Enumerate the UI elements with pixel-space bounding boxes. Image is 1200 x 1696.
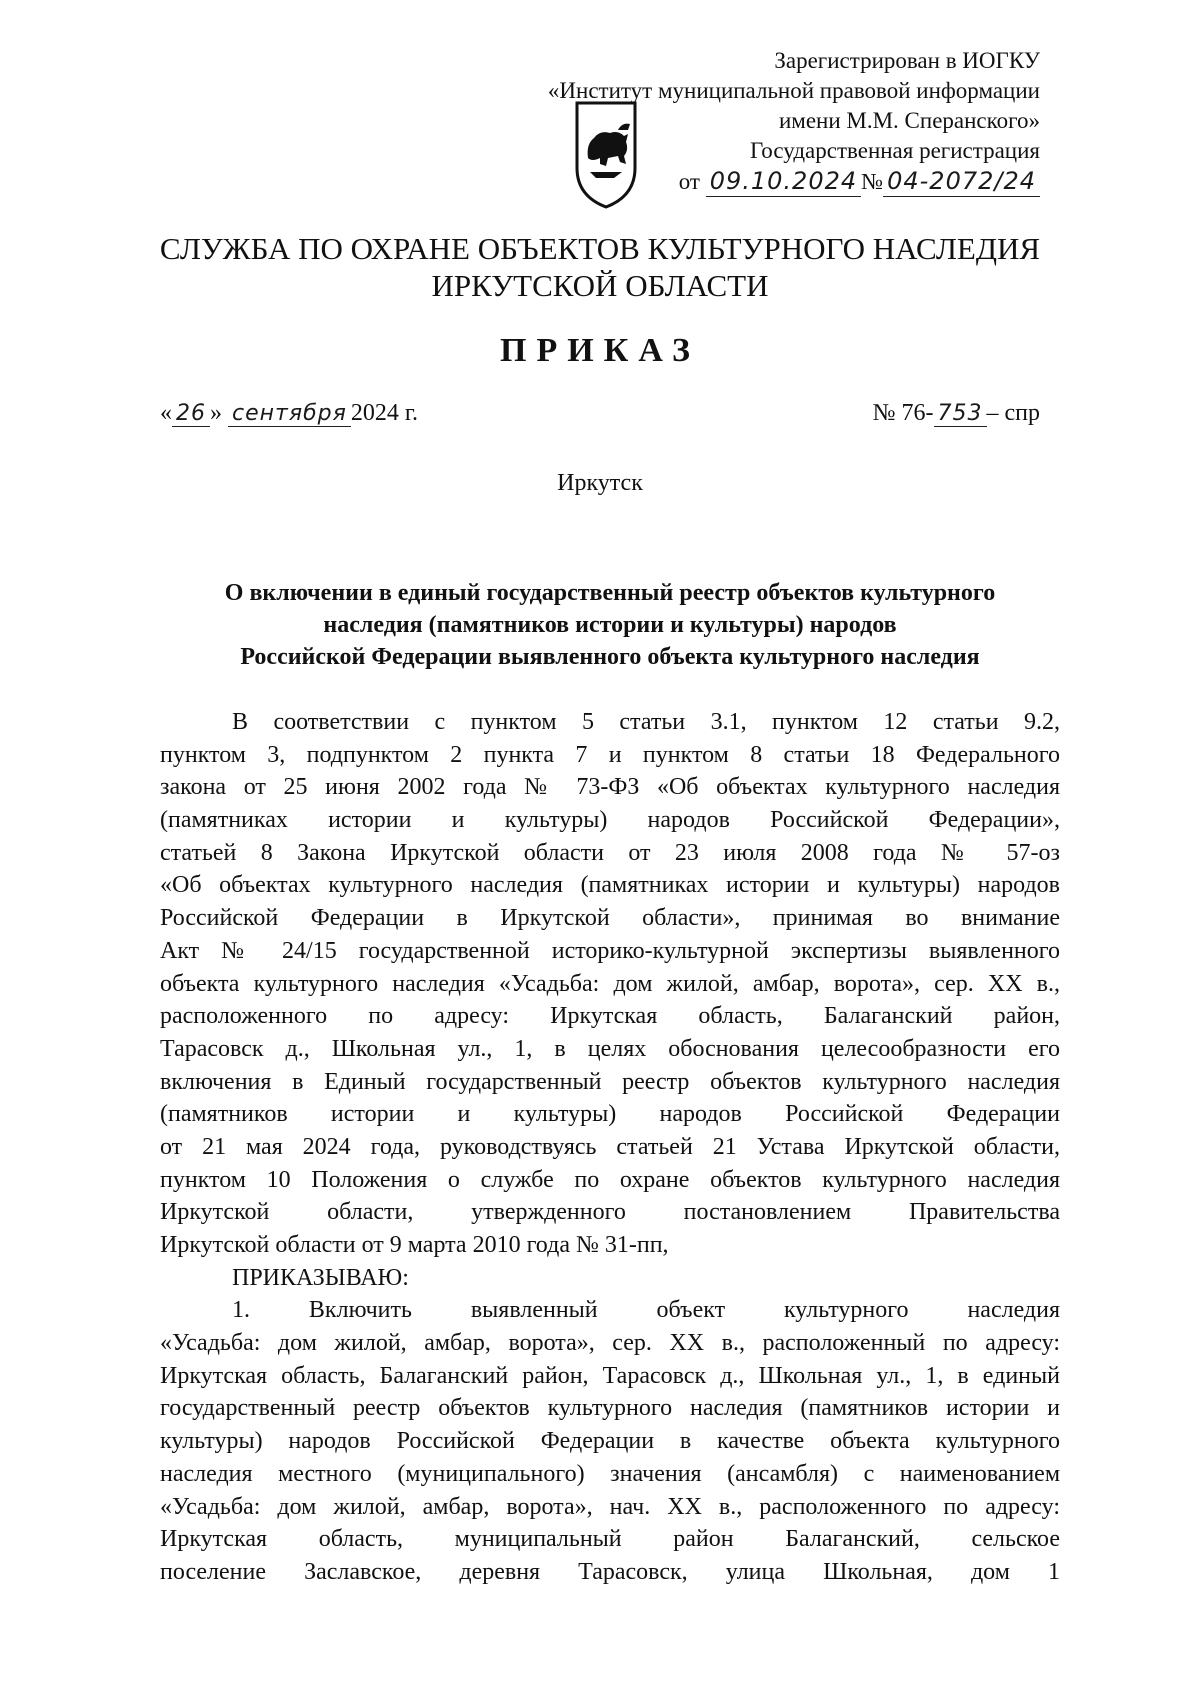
date-open-quote: « bbox=[160, 400, 172, 426]
stamp-line-4: Государственная регистрация bbox=[750, 138, 1040, 163]
stamp-num-sign: № bbox=[861, 169, 884, 194]
body-line: Иркутской области от 9 марта 2010 года № 31-пп, bbox=[160, 1232, 669, 1258]
body-line: «Усадьба: дом жилой, амбар, ворота», сер. XX в., расположенный по адресу: bbox=[160, 1330, 1060, 1357]
order-number bbox=[873, 400, 1040, 427]
city: Иркутск bbox=[557, 470, 643, 496]
body-line: наследия местного (муниципального) значения (ансамбля) с наименованием bbox=[160, 1460, 1060, 1487]
body-line: статьей 8 Закона Иркутской области от 23 июля 2008 года № 57-оз bbox=[160, 839, 1060, 866]
date-month: сентября bbox=[228, 401, 351, 427]
date-close-quote: » bbox=[210, 400, 222, 426]
body-line: Тарасовск д., Школьная ул., 1, в целях обоснования целесообразности его bbox=[160, 1035, 1060, 1062]
body-line: «Усадьба: дом жилой, амбар, ворота», нач. XX в., расположенного по адресу: bbox=[160, 1493, 1060, 1520]
stamp-line-2: «Институт муниципальной правовой информации bbox=[547, 78, 1040, 103]
title-line: наследия (памятников истории и культуры) народов bbox=[323, 612, 897, 638]
body-line: от 21 мая 2024 года, руководствуясь статьей 21 Устава Иркутской области, bbox=[160, 1133, 1060, 1160]
date-year: 2024 г. bbox=[350, 400, 418, 426]
body-line: закона от 25 июня 2002 года № 73-ФЗ «Об объектах культурного наследия bbox=[160, 774, 1060, 801]
body-line: Российской Федерации в Иркутской области», принимая во внимание bbox=[160, 905, 1060, 932]
body-line: включения в Единый государственный реестр объектов культурного наследия bbox=[160, 1068, 1060, 1095]
body-line: пунктом 10 Положения о службе по охране объектов культурного наследия bbox=[160, 1166, 1060, 1193]
body-line: государственный реестр объектов культурного наследия (памятников истории и bbox=[160, 1395, 1060, 1422]
body-line: Иркутской области, утвержденного постановлением Правительства bbox=[160, 1199, 1060, 1226]
body-line: поселение Заславское, деревня Тарасовск, улица Школьная, дом 1 bbox=[160, 1558, 1060, 1585]
body-line: «Об объектах культурного наследия (памятниках истории и культуры) народов bbox=[160, 872, 1060, 899]
date-day: 26 bbox=[172, 401, 210, 427]
body-line: (памятников истории и культуры) народов Российской Федерации bbox=[160, 1101, 1060, 1128]
organization-line-1: СЛУЖБА ПО ОХРАНЕ ОБЪЕКТОВ КУЛЬТУРНОГО НАСЛЕДИЯ bbox=[159, 231, 1041, 266]
body-line: Акт № 24/15 государственной историко-культурной экспертизы выявленного bbox=[160, 937, 1060, 964]
organization-name bbox=[0, 230, 1200, 304]
stamp-line-1: Зарегистрирован в ИОГКУ bbox=[774, 48, 1040, 73]
stamp-number: 04-2072/24 bbox=[883, 166, 1040, 197]
body-line: расположенного по адресу: Иркутская область, Балаганский район, bbox=[160, 1003, 1060, 1030]
body-line: объекта культурного наследия «Усадьба: дом жилой, амбар, ворота», сер. XX в., bbox=[160, 970, 1060, 997]
body-line: пунктом 3, подпунктом 2 пункта 7 и пунктом 8 статьи 18 Федерального bbox=[160, 741, 1060, 768]
body-line: Иркутская область, Балаганский район, Тарасовск д., Школьная ул., 1, в единый bbox=[160, 1362, 1060, 1389]
organization-line-2: ИРКУТСКОЙ ОБЛАСТИ bbox=[431, 268, 769, 303]
order-date bbox=[160, 400, 418, 427]
body-line: В соответствии с пунктом 5 статьи 3.1, пунктом 12 статьи 9.2, bbox=[232, 709, 1060, 735]
order-directive: ПРИКАЗЫВАЮ: bbox=[232, 1264, 409, 1291]
body-line: культуры) народов Российской Федерации в качестве объекта культурного bbox=[160, 1428, 1060, 1455]
number-prefix: № 76- bbox=[872, 400, 934, 426]
title-line: О включении в единый государственный реестр объектов культурного bbox=[224, 580, 996, 606]
document-title bbox=[160, 577, 1060, 673]
body-line: (памятниках истории и культуры) народов Российской Федерации», bbox=[160, 807, 1060, 834]
stamp-date: 09.10.2024 bbox=[706, 166, 861, 197]
stamp-line-3: имени М.М. Сперанского» bbox=[778, 108, 1040, 133]
title-line: Российской Федерации выявленного объекта культурного наследия bbox=[240, 644, 980, 670]
number-handwritten: 753 bbox=[934, 401, 987, 427]
body-line: Иркутская область, муниципальный район Балаганский, сельское bbox=[160, 1526, 1060, 1553]
irkutsk-coat-of-arms-icon bbox=[574, 100, 638, 210]
body-line: 1. Включить выявленный объект культурного наследия bbox=[232, 1297, 1060, 1324]
document-type: ПРИКАЗ bbox=[500, 332, 700, 369]
number-suffix: – спр bbox=[986, 400, 1040, 426]
stamp-prefix: от bbox=[678, 169, 700, 194]
document-body bbox=[160, 706, 1060, 1589]
